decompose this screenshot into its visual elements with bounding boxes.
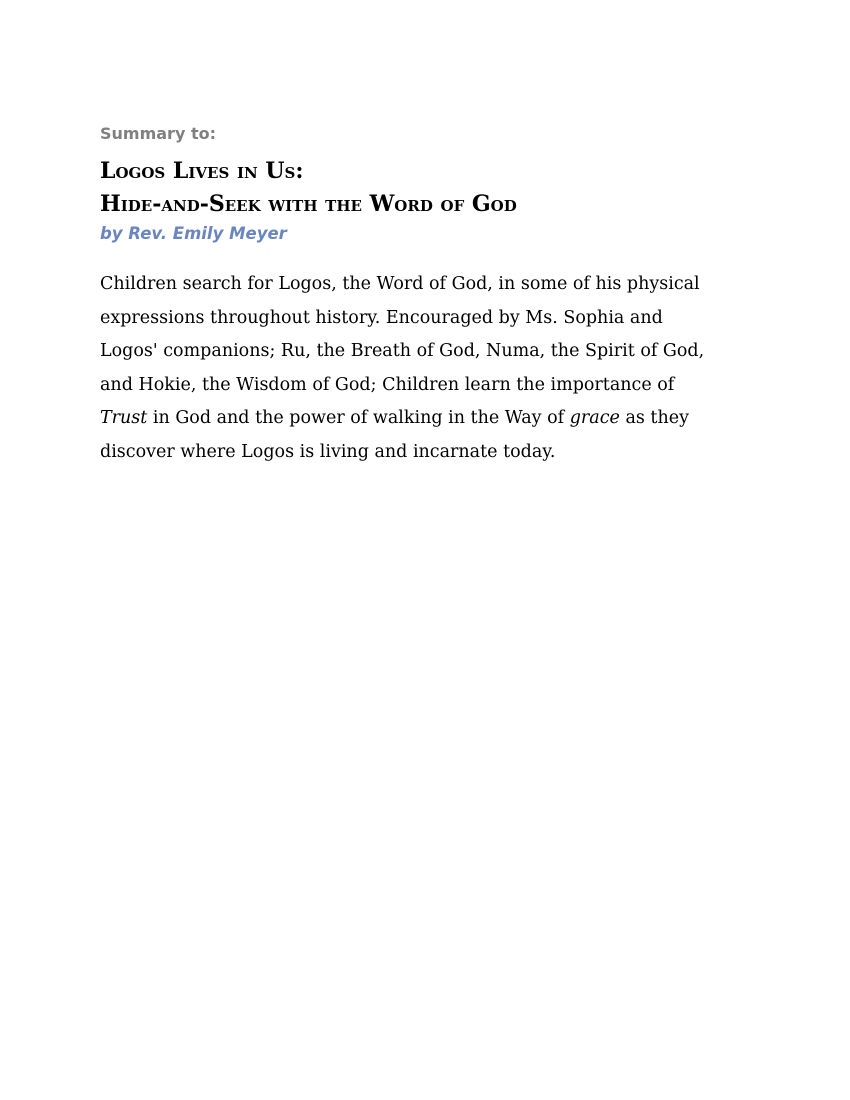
italic-grace: grace [569,408,620,428]
summary-label: Summary to: [100,124,216,143]
italic-trust: Trust [100,408,148,428]
paragraph-line: and Hokie, the Wisdom of God; Children learn the importance of [100,374,675,395]
book-title-line-2: Hide-and-Seek with the Word of God [100,191,517,217]
paragraph-line: Logos' companions; Ru, the Breath of God, Numa, the Spirit of God, [100,341,705,361]
paragraph-line: discover where Logos is living and incarnate today. [100,441,556,462]
summary-content [100,123,740,469]
paragraph-line [100,402,740,436]
book-title-line-1: Logos Lives in Us: [100,158,304,184]
paragraph-line: expressions throughout history. Encouraged by Ms. Sophia and [100,307,663,328]
paragraph-text: as they [619,408,689,428]
paragraph-line: Children search for Logos, the Word of God, in some of his physical [100,274,700,294]
author-byline: by Rev. Emily Meyer [100,224,287,243]
paragraph-text: in God and the power of walking in the Way of [147,408,570,428]
summary-paragraph [100,268,740,469]
